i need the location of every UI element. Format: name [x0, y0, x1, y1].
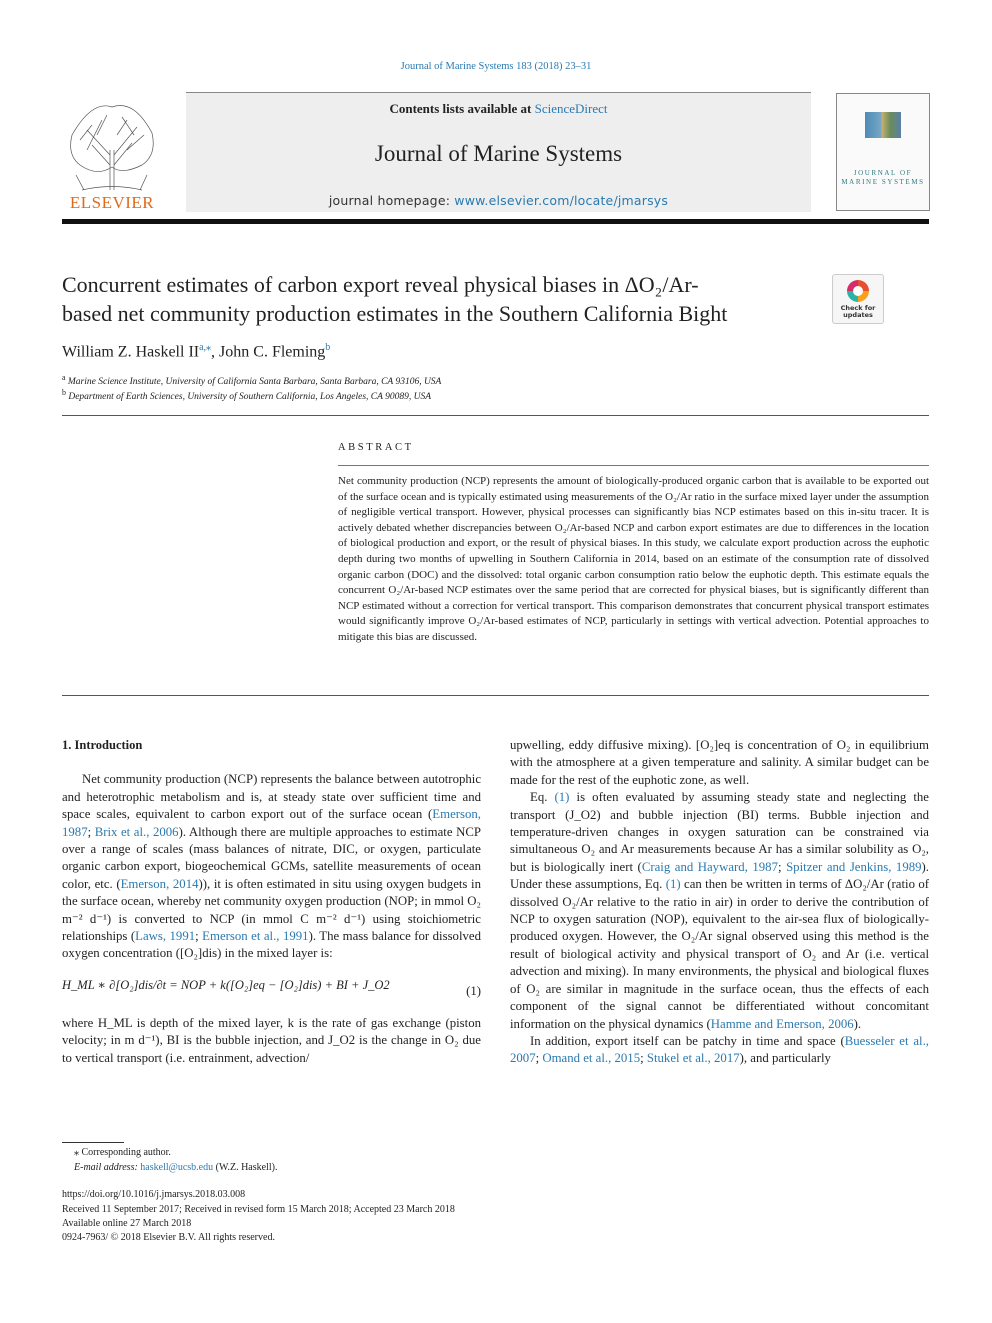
contents-prefix: Contents lists available at [389, 101, 535, 116]
equation [62, 971, 481, 1009]
body-column-right [510, 737, 929, 1068]
paragraph: where H_ML is depth of the mixed layer, k is the rate of gas exchange (piston velocity; in m d⁻¹), BI is the bubble injection, and J_O2 is the change in O₂ due to vertical transport (i.e. entrainment, advection/ [62, 1015, 481, 1065]
affiliation: $^b$ Department of Earth Sciences, University of Southern California, Los Angeles, CA 90089, USA [62, 388, 432, 403]
citation-link[interactable]: Omand et al., 2015 [542, 1051, 641, 1066]
contents-line [186, 101, 811, 117]
abstract-heading: ABSTRACT [338, 442, 414, 453]
equation-number: (1) [466, 983, 481, 998]
crossmark-label: Check for updates [840, 304, 876, 319]
abstract-text: Net community production (NCP) represents the amount of biologically-produced organic carbon that is available to be exported out of the surface ocean and is typically estimated using measurements of the O₂/Ar ratio in the surface mixed layer under the assumption of negligible vertical transport. However, physical processes can significantly bias NCP estimates based on this in-situ tracer. It is actively debated whether discrepancies between O₂/Ar-based NCP and carbon export estimates are due to differences in the location of biological production and export, or the result of physical biases. In this study, we calculate export production across the euphotic depth during two months of upwelling in Southern California in 2014, based on an estimate of the consumption rate of dissolved organic carbon (DOC) and the dissolved: total organic carbon consumption ratio below the euphotic depth. This estimate equals the concurrent O₂/Ar-based NCP estimates over the same period that are corrected for physical biases, but is significantly different than NCP estimated without a correction for vertical transport. This comparison demonstrates that concurrent physical transport estimates would significantly improve O₂/Ar-based estimates of NCP, particularly in settings with vertical advection. Potential approaches to mitigate this bias are discussed. [338, 475, 929, 643]
equation-link[interactable]: (1) [665, 877, 681, 892]
author-name: John C. Fleming [219, 343, 326, 361]
available-online: Available online 27 March 2018 [62, 1218, 192, 1229]
corresponding-author-note: ⁎ Corresponding author. [74, 1147, 171, 1158]
equation-link[interactable]: (1) [554, 790, 570, 805]
article-title [62, 270, 822, 328]
citation-link[interactable]: Buesseler et al., 2007 [510, 1033, 929, 1066]
author-affiliation-marker[interactable]: b [325, 342, 331, 353]
author-affiliation-marker[interactable]: a,⁎ [199, 342, 212, 353]
divider [62, 695, 929, 696]
divider [62, 415, 929, 416]
citation-link[interactable]: Emerson et al., 1991 [202, 929, 309, 944]
equation-text: H_ML ∗ ∂[O₂]dis/∂t = NOP + k([O₂]eq − [O₂]dis) + BI + J_O2 [62, 977, 390, 992]
body-column-left [62, 737, 481, 1067]
citation-link[interactable]: Stukel et al., 2017 [646, 1051, 740, 1066]
author-list: William Z. Haskell $II^{a,⁎}$, John C. Fleming$^b$ [62, 342, 331, 361]
title-line-2: based net community production estimates in the Southern California Bight [62, 301, 728, 326]
elsevier-wordmark: ELSEVIER [69, 193, 155, 212]
homepage-prefix: journal homepage: [328, 193, 455, 208]
cover-title: JOURNAL OF MARINE SYSTEMS [841, 169, 925, 186]
cover-image [865, 112, 901, 138]
header-divider [62, 219, 929, 224]
footnote-divider [62, 1142, 124, 1143]
copyright: 0924-7963/ © 2018 Elsevier B.V. All rights reserved. [62, 1232, 275, 1243]
check-for-updates-button[interactable] [832, 274, 884, 324]
paragraph: Net community production (NCP) represents the balance between autotrophic and heterotrophic metabolism and is, at steady state over sufficient time and space scales, equivalent to carbon export out of the surface ocean (Emerson, 1987; Brix et al., 2006). Although there are multiple approaches to estimate NCP over a range of scales (mass balances of nitrate, DIC, or oxygen, particulate organic carbon export, biogeochemical GCMs, satellite measurements of ocean color, etc. (Emerson, 2014)), it is often estimated in situ using oxygen budgets in the surface ocean, whereby net community oxygen production (NOP; in mmol O₂ m⁻² d⁻¹) is converted to NCP (in mmol C m⁻² d⁻¹) using stoichiometric relationships (Laws, 1991; Emerson et al., 1991). The mass balance for dissolved oxygen concentration ([O₂]dis) in the mixed layer is: [62, 772, 481, 961]
sciencedirect-link[interactable]: ScienceDirect [534, 101, 608, 116]
citation-link[interactable]: Hamme and Emerson, 2006 [710, 1016, 854, 1031]
received-dates: Received 11 September 2017; Received in revised form 15 March 2018; Accepted 23 March 2018 [62, 1204, 455, 1215]
paragraph: upwelling, eddy diffusive mixing). [O₂]eq is concentration of O₂ in equilibrium with the atmosphere at a given temperature and salinity. A similar budget can be made for the rest of the euphotic zone, as well. [510, 738, 929, 787]
affiliation: $^a$ Marine Science Institute, University of California Santa Barbara, Santa Barbara, CA 93106, USA [62, 373, 442, 388]
citation-link[interactable]: Brix et al., 2006 [94, 824, 179, 839]
journal-citation[interactable]: Journal of Marine Systems 183 (2018) 23–31 [400, 61, 592, 72]
citation-link[interactable]: Emerson, 1987 [62, 807, 481, 839]
citation-link[interactable]: Laws, 1991 [135, 929, 196, 944]
citation-link[interactable]: Craig and Hayward, 1987 [641, 859, 778, 874]
email-link[interactable]: haskell@ucsb.edu [140, 1162, 214, 1173]
author-name: William Z. Haskell II [62, 343, 200, 361]
citation-link[interactable]: Spitzer and Jenkins, 1989 [786, 859, 922, 874]
doi-link[interactable]: https://doi.org/10.1016/j.jmarsys.2018.03.008 [62, 1189, 246, 1200]
email-line: E-mail address: haskell@ucsb.edu (W.Z. Haskell). [74, 1162, 278, 1173]
divider [338, 465, 929, 466]
paragraph: In addition, export itself can be patchy in time and space (Buesseler et al., 2007; Omand et al., 2015; Stukel et al., 2017), and particularly [510, 1033, 929, 1066]
citation-link[interactable]: Emerson, 2014 [120, 876, 199, 891]
section-heading: 1. Introduction [62, 738, 143, 752]
journal-title: Journal of Marine Systems [374, 141, 623, 166]
paragraph: Eq. (1) is often evaluated by assuming steady state and neglecting the transport (J_O2) and bubble injection (BI) terms. Bubble injection and temperature-driven changes in oxygen saturation can be constrained via simultaneous O₂ and Ar measurements because Ar has a similar solubility as O₂, but is biologically inert (Craig and Hayward, 1987; Spitzer and Jenkins, 1989). Under these assumptions, Eq. (1) can then be written in terms of ΔO₂/Ar (ratio of dissolved O₂/Ar relative to the ratio in air) in order to derive the contribution of NCP to oxygen saturation (NOP), equivalent to the air-sea flux of biologically-produced oxygen. However, the O₂/Ar signal observed using this method is the result of biological activity and physical transport of O₂ and Ar (i.e. vertical advection and mixing). In many environments, the physical and biological fluxes of O₂ are similar in magnitude in the surface ocean, thus the effects of each component of the signal cannot be differentiated without concomitant information on the physical dynamics (Hamme and Emerson, 2006). [510, 790, 930, 1031]
title-line-1: Concurrent estimates of carbon export reveal physical biases in ΔO₂/Ar- [62, 272, 699, 297]
journal-cover-thumbnail[interactable] [836, 93, 930, 211]
journal-homepage [186, 193, 811, 208]
homepage-link[interactable]: www.elsevier.com/locate/jmarsys [454, 193, 669, 208]
